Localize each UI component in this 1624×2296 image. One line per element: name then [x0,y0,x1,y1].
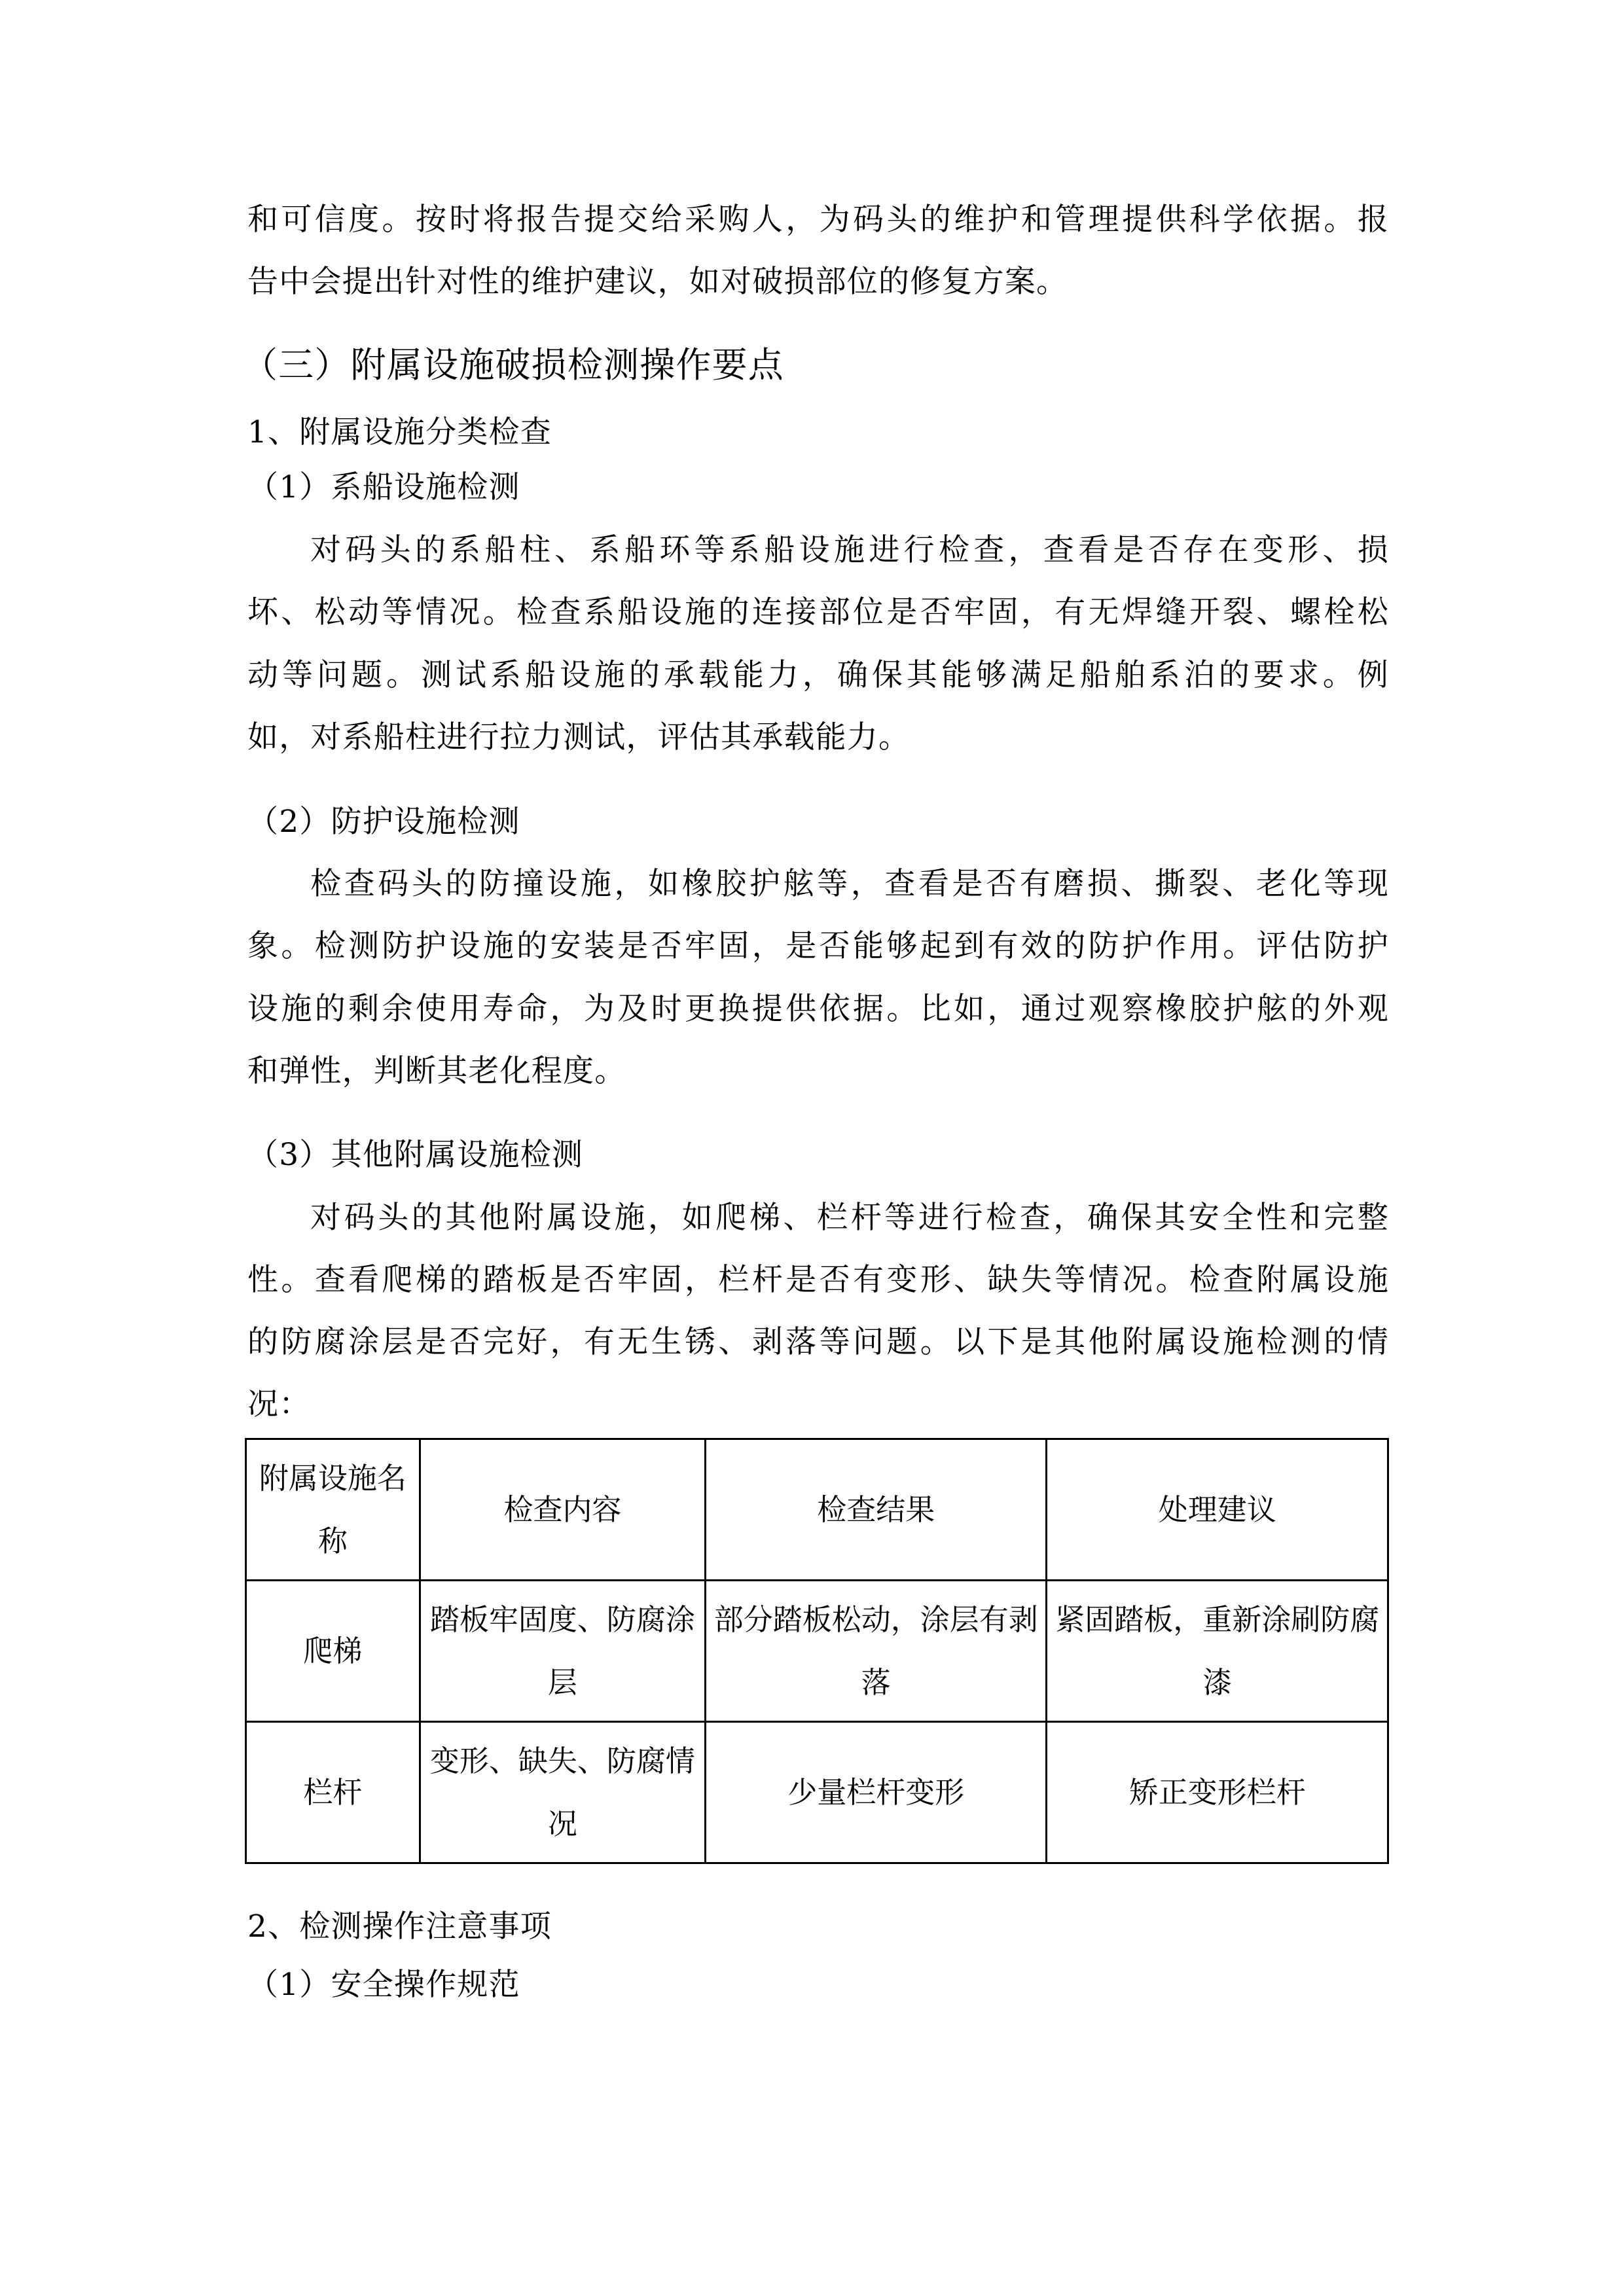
paragraph-line: 设施的剩余使用寿命，为及时更换提供依据。比如，通过观察橡胶护舷的外观 [247,991,1389,1027]
section-heading: （三）附属设施破损检测操作要点 [242,344,784,386]
subsection-title: 2、检测操作注意事项 [247,1909,552,1945]
paragraph-line: 对码头的其他附属设施，如爬梯、栏杆等进行检查，确保其安全性和完整 [310,1200,1389,1236]
table-cell: 矫正变形栏杆 [1047,1722,1388,1863]
paragraph-line: 对码头的系船柱、系船环等系船设施进行检查，查看是否存在变形、损 [310,532,1389,568]
paragraph-line: 和可信度。按时将报告提交给采购人，为码头的维护和管理提供科学依据。报 [247,202,1389,238]
paragraph-line: 动等问题。测试系船设施的承载能力，确保其能够满足船舶系泊的要求。例 [247,657,1389,693]
table-cell: 爬梯 [246,1581,420,1722]
table-cell: 紧固踏板，重新涂刷防腐漆 [1047,1581,1388,1722]
table-cell: 变形、缺失、防腐情况 [420,1722,705,1863]
paragraph-line: 的防腐涂层是否完好，有无生锈、剥落等问题。以下是其他附属设施检测的情 [247,1324,1389,1360]
paragraph-line: 象。检测防护设施的安装是否牢固，是否能够起到有效的防护作用。评估防护 [247,928,1389,964]
header-cell: 处理建议 [1047,1439,1388,1581]
item-title: （2）防护设施检测 [247,804,520,840]
paragraph-line: 况： [247,1386,311,1422]
paragraph-line: 如，对系船柱进行拉力测试，评估其承载能力。 [247,719,911,755]
table-cell: 少量栏杆变形 [706,1722,1047,1863]
subsection-title: 1、附属设施分类检查 [247,414,552,450]
paragraph-line: 和弹性，判断其老化程度。 [247,1053,626,1089]
table-row [246,1581,1388,1722]
table-header-row [246,1439,1388,1581]
item-title: （1）安全操作规范 [247,1967,520,2003]
item-title: （3）其他附属设施检测 [247,1137,584,1173]
paragraph-line: 坏、松动等情况。检查系船设施的连接部位是否牢固，有无焊缝开裂、螺栓松 [247,594,1389,630]
header-cell: 检查内容 [420,1439,705,1581]
table-cell: 踏板牢固度、防腐涂层 [420,1581,705,1722]
paragraph-line: 告中会提出针对性的维护建议，如对破损部位的修复方案。 [247,264,1068,300]
table-row [246,1722,1388,1863]
header-cell: 检查结果 [706,1439,1047,1581]
table-cell: 部分踏板松动，涂层有剥落 [706,1581,1047,1722]
paragraph-line: 性。查看爬梯的踏板是否牢固，栏杆是否有变形、缺失等情况。检查附属设施 [247,1262,1389,1298]
item-title: （1）系船设施检测 [247,469,520,505]
table-cell: 栏杆 [246,1722,420,1863]
paragraph-line: 检查码头的防撞设施，如橡胶护舷等，查看是否有磨损、撕裂、老化等现 [310,866,1389,902]
inspection-table [245,1438,1389,1864]
header-cell: 附属设施名称 [246,1439,420,1581]
